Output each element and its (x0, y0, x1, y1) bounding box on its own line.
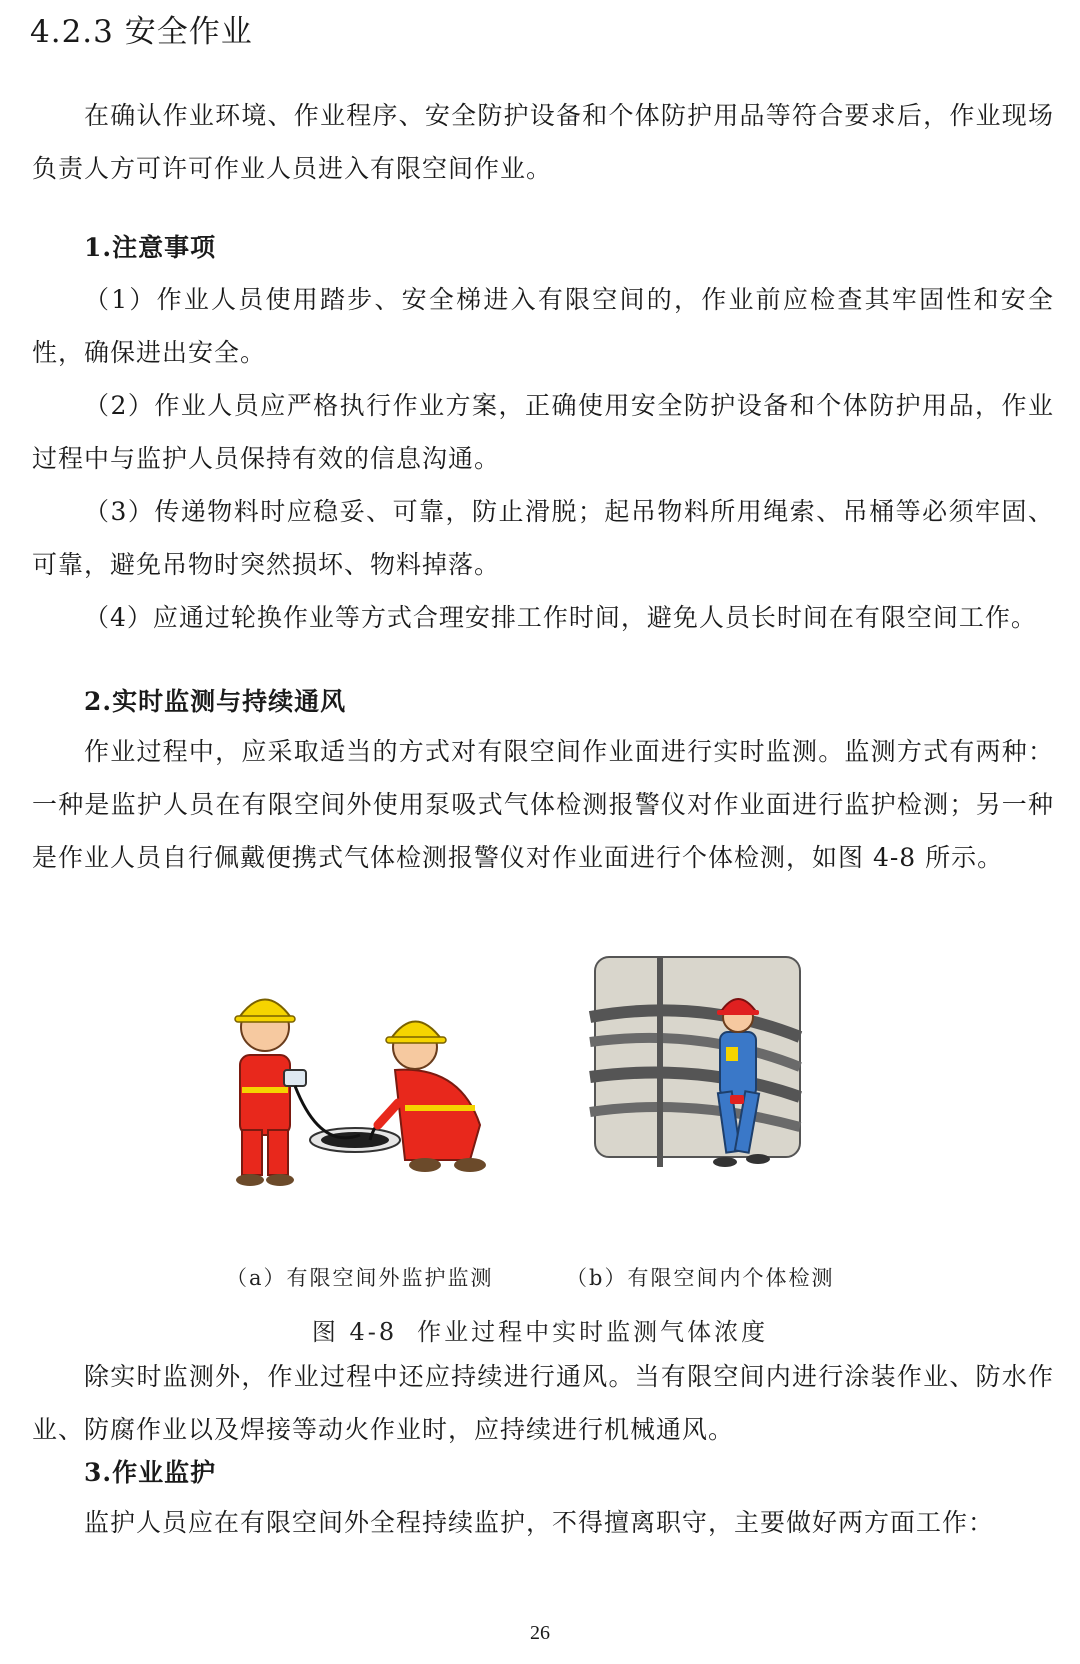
subcaption-a: （a）有限空间外监护监测 (226, 1266, 494, 1290)
section-title: 4.2.3 安全作业 (30, 14, 253, 50)
figure-caption-text: 作业过程中实时监测气体浓度 (417, 1318, 769, 1346)
outside-monitoring-illustration (220, 975, 520, 1190)
heading-supervision: 3.作业监护 (84, 1458, 217, 1487)
notes-list (32, 273, 1054, 644)
supervision-paragraph: 监护人员应在有限空间外全程持续监护，不得擅离职守，主要做好两方面工作： (84, 1508, 995, 1537)
figure-4-8 (0, 975, 1080, 1305)
monitoring-paragraph: 作业过程中，应采取适当的方式对有限空间作业面进行实时监测。监测方式有两种：一种是监护人员在有限空间外使用泵吸式气体检测报警仪对作业面进行监护检测；另一种是作业人员自行佩戴便携式气体检测报警仪对作业面进行个体检测，如图 4-8 所示。 (32, 737, 1054, 872)
note-item-1: （1）作业人员使用踏步、安全梯进入有限空间的，作业前应检查其牢固性和安全性，确保进出安全。 (32, 285, 1054, 367)
figure-number: 图 4-8 (311, 1318, 398, 1346)
ventilation-paragraph: 除实时监测外，作业过程中还应持续进行通风。当有限空间内进行涂装作业、防水作业、防腐作业以及焊接等动火作业时，应持续进行机械通风。 (32, 1362, 1054, 1444)
inside-monitoring-illustration (580, 947, 810, 1187)
note-item-2: （2）作业人员应严格执行作业方案，正确使用安全防护设备和个体防护用品，作业过程中与监护人员保持有效的信息沟通。 (32, 391, 1054, 473)
heading-monitoring: 2.实时监测与持续通风 (84, 687, 347, 716)
subcaption-b: （b）有限空间内个体检测 (566, 1266, 835, 1290)
figure-caption (0, 1312, 1080, 1347)
intro-paragraph: 在确认作业环境、作业程序、安全防护设备和个体防护用品等符合要求后，作业现场负责人方可许可作业人员进入有限空间作业。 (32, 101, 1054, 183)
note-item-4: （4）应通过轮换作业等方式合理安排工作时间，避免人员长时间在有限空间工作。 (84, 603, 1037, 632)
heading-notes: 1.注意事项 (84, 233, 217, 262)
note-item-3: （3）传递物料时应稳妥、可靠，防止滑脱；起吊物料所用绳索、吊桶等必须牢固、可靠，避免吊物时突然损坏、物料掉落。 (32, 497, 1054, 579)
page-number: 26 (530, 1622, 550, 1644)
